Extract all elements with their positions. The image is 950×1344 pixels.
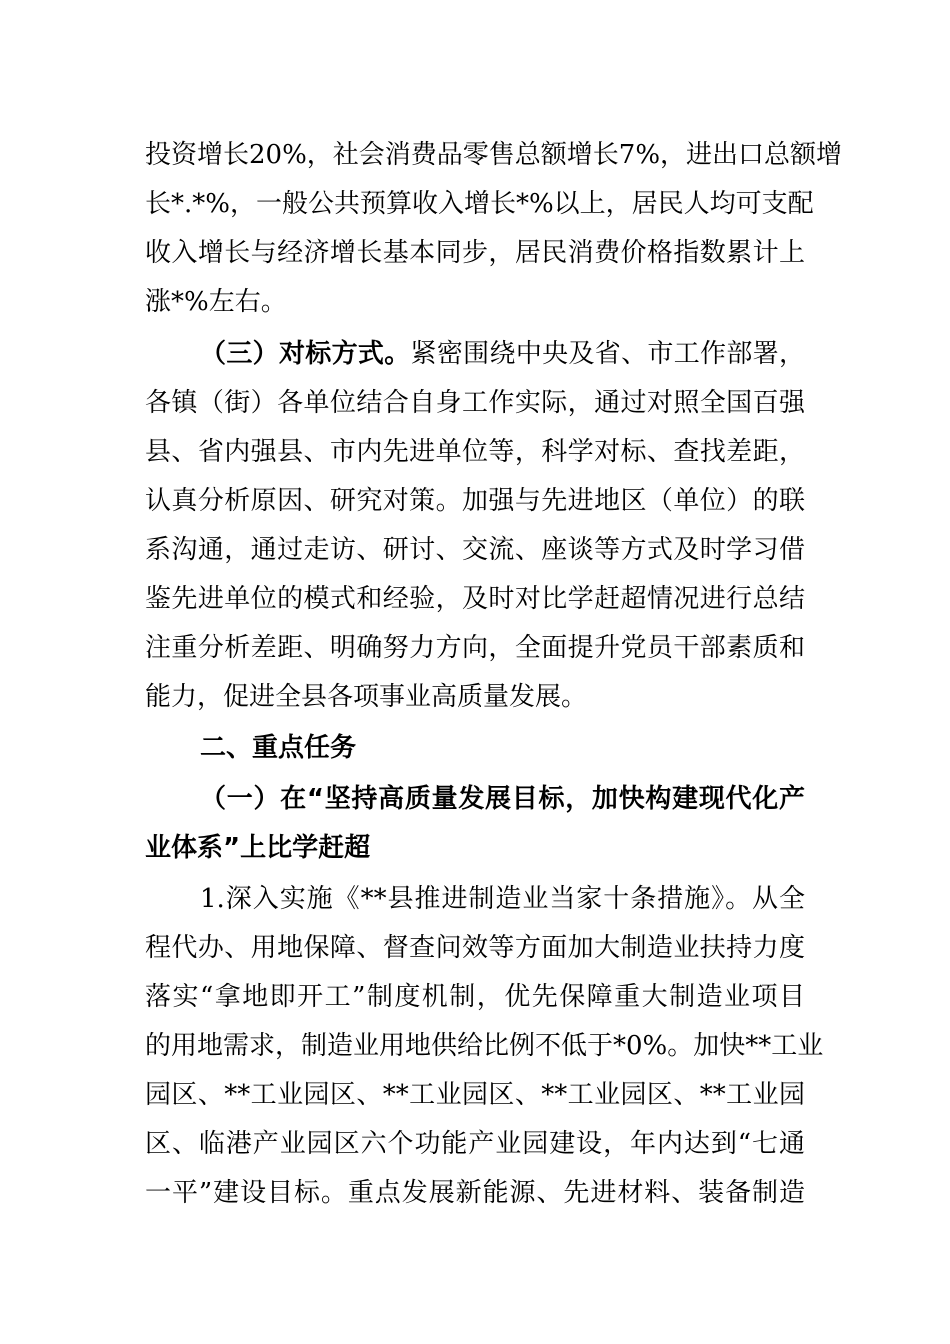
subsection-title-line: （一）在“坚持高质量发展目标，加快构建现代化产 (200, 784, 805, 814)
paragraph-line: 一平”建设目标。重点发展新能源、先进材料、装备制造 (145, 1178, 805, 1208)
paragraph-line: 的用地需求，制造业用地供给比例不低于*0%。加快**工业 (145, 1031, 824, 1061)
paragraph-line: 认真分析原因、研究对策。加强与先进地区（单位）的联 (145, 486, 805, 516)
section-title: 二、重点任务 (200, 733, 357, 763)
paragraph-line: 投资增长20%，社会消费品零售总额增长7%，进出口总额增 (145, 140, 843, 170)
paragraph-first-line (200, 337, 805, 371)
paragraph-line: 收入增长与经济增长基本同步，居民消费价格指数累计上 (145, 238, 805, 268)
paragraph-line: 注重分析差距、明确努力方向，全面提升党员干部素质和 (145, 633, 805, 663)
paragraph-line: 涨*%左右。 (145, 287, 287, 317)
paragraph-line: 各镇（街）各单位结合自身工作实际，通过对照全国百强 (145, 388, 805, 418)
paragraph-first-line: 1.深入实施《**县推进制造业当家十条措施》。从全 (200, 884, 805, 914)
paragraph-line: 落实“拿地即开工”制度机制，优先保障重大制造业项目 (145, 982, 805, 1012)
paragraph-line: 区、临港产业园区六个功能产业园建设，年内达到“七通 (145, 1129, 805, 1159)
paragraph-line: 县、省内强县、市内先进单位等，科学对标、查找差距， (145, 437, 805, 467)
paragraph-line: 系沟通，通过走访、研讨、交流、座谈等方式及时学习借 (145, 535, 805, 565)
paragraph-text: 紧密围绕中央及省、市工作部署， (410, 339, 805, 369)
paragraph-line: 程代办、用地保障、督查问效等方面加大制造业扶持力度 (145, 933, 805, 963)
paragraph-line: 园区、**工业园区、**工业园区、**工业园区、**工业园 (145, 1080, 805, 1110)
paragraph-line: 长*.*%，一般公共预算收入增长*%以上，居民人均可支配 (145, 189, 814, 219)
paragraph-line: 鉴先进单位的模式和经验，及时对比学赶超情况进行总结 (145, 584, 805, 614)
paragraph-line: 能力，促进全县各项事业高质量发展。 (145, 682, 588, 712)
subheading-benchmark-method: （三）对标方式。 (200, 339, 411, 369)
subsection-title-line: 业体系”上比学赶超 (145, 833, 371, 863)
